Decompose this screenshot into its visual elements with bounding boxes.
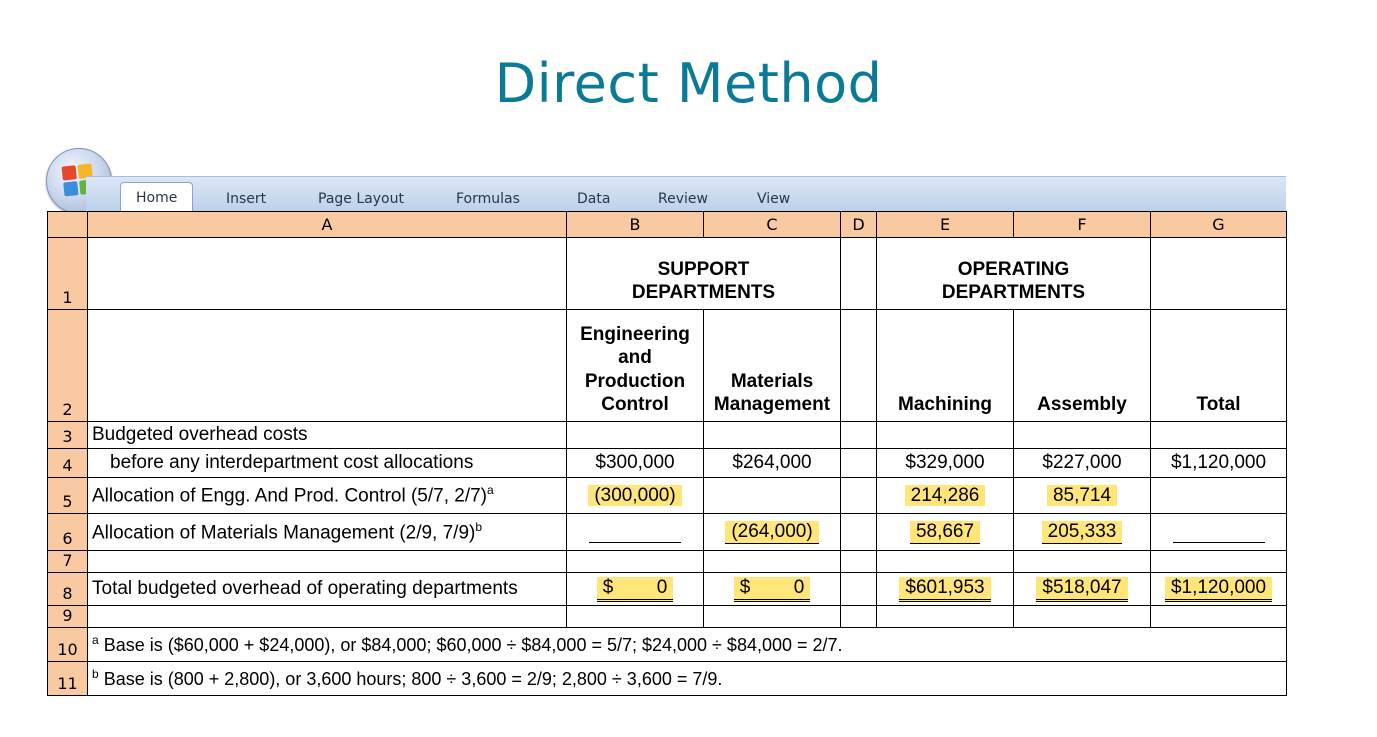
cell-e4[interactable]: $329,000: [877, 449, 1014, 478]
table-row: [48, 573, 1287, 606]
cell-c6[interactable]: [704, 514, 841, 551]
cell-a8[interactable]: Total budgeted overhead of operating departments: [88, 573, 567, 606]
cell-d8[interactable]: [841, 573, 877, 606]
highlighted-value: (300,000): [588, 485, 681, 506]
cell-a2[interactable]: [88, 310, 567, 422]
tab-page-layout[interactable]: Page Layout: [318, 191, 404, 207]
column-header-row: [48, 212, 1287, 238]
cell-d2[interactable]: [841, 310, 877, 422]
cell-g6[interactable]: [1151, 514, 1287, 551]
cell-a9[interactable]: [88, 606, 567, 628]
tab-formulas[interactable]: Formulas: [456, 191, 520, 207]
table-row: [48, 478, 1287, 514]
cell-c3[interactable]: [704, 422, 841, 449]
header-line: OPERATING: [957, 258, 1070, 280]
cell-f7[interactable]: [1014, 551, 1151, 573]
header-line: and: [618, 347, 652, 369]
cell-e9[interactable]: [877, 606, 1014, 628]
underline-blank: [589, 524, 681, 543]
tab-review[interactable]: Review: [658, 191, 708, 207]
highlighted-value: 205,333: [1042, 521, 1123, 544]
header-line: DEPARTMENTS: [631, 281, 776, 303]
ribbon-tab-bar: [86, 176, 1286, 212]
highlighted-value: 58,667: [910, 521, 980, 544]
column-header-e[interactable]: E: [877, 212, 1014, 238]
cell-f6[interactable]: [1014, 514, 1151, 551]
highlighted-value: 214,286: [905, 485, 986, 506]
row-label: Allocation of Materials Management (2/9, 7/9): [92, 522, 476, 544]
footnote-marker-b: b: [475, 519, 483, 534]
highlighted-value: [734, 577, 811, 602]
cell-d4[interactable]: [841, 449, 877, 478]
header-line: Engineering: [580, 324, 690, 346]
cell-f4[interactable]: $227,000: [1014, 449, 1151, 478]
cell-a1[interactable]: [88, 238, 567, 310]
header-line: Control: [601, 393, 669, 415]
cell-b6[interactable]: [567, 514, 704, 551]
engineering-header[interactable]: [567, 310, 704, 422]
zero-value: 0: [793, 576, 805, 598]
cell-e7[interactable]: [877, 551, 1014, 573]
tab-view[interactable]: View: [757, 191, 791, 207]
row-header-3[interactable]: 3: [48, 422, 88, 449]
cell-b4[interactable]: $300,000: [567, 449, 704, 478]
dollar-sign: $: [739, 576, 751, 598]
cell-a4[interactable]: before any interdepartment cost allocations: [88, 449, 567, 478]
table-row: [48, 662, 1287, 696]
row-header-8[interactable]: 8: [48, 573, 88, 606]
column-header-b[interactable]: B: [567, 212, 704, 238]
row-header-11[interactable]: 11: [48, 662, 88, 696]
cell-g4[interactable]: $1,120,000: [1151, 449, 1287, 478]
cell-d7[interactable]: [841, 551, 877, 573]
cell-g1[interactable]: [1151, 238, 1287, 310]
column-header-a[interactable]: A: [88, 212, 567, 238]
cell-e8[interactable]: [877, 573, 1014, 606]
footnote-a[interactable]: [88, 628, 1287, 662]
column-header-f[interactable]: F: [1014, 212, 1151, 238]
cell-b3[interactable]: [567, 422, 704, 449]
cell-f5[interactable]: [1014, 478, 1151, 514]
header-line: SUPPORT: [657, 258, 750, 280]
cell-a6[interactable]: [88, 514, 567, 551]
column-header-g[interactable]: G: [1151, 212, 1287, 238]
support-departments-header[interactable]: [567, 238, 841, 310]
cell-b8[interactable]: [567, 573, 704, 606]
operating-departments-header[interactable]: [877, 238, 1151, 310]
footnote-b[interactable]: [88, 662, 1287, 696]
cell-g7[interactable]: [1151, 551, 1287, 573]
table-row: [48, 238, 1287, 310]
spreadsheet-grid: [47, 211, 1287, 696]
row-header-10[interactable]: 10: [48, 628, 88, 662]
dollar-sign: $: [602, 576, 614, 598]
highlighted-value: (264,000): [725, 521, 818, 544]
footnote-text: Base is ($60,000 + $24,000), or $84,000; $60,000 ÷ $84,000 = 5/7; $24,000 ÷ $84,000 = 2/7.: [103, 635, 843, 655]
cell-f3[interactable]: [1014, 422, 1151, 449]
cell-c7[interactable]: [704, 551, 841, 573]
table-row: [48, 449, 1287, 478]
row-header-9[interactable]: 9: [48, 606, 88, 628]
cell-a5[interactable]: [88, 478, 567, 514]
table-row: [48, 310, 1287, 422]
row-header-7[interactable]: 7: [48, 551, 88, 573]
cell-d6[interactable]: [841, 514, 877, 551]
row-label: Allocation of Engg. And Prod. Control (5/7, 2/7): [92, 485, 488, 507]
row-header-2[interactable]: 2: [48, 310, 88, 422]
table-row: [48, 551, 1287, 573]
header-line: DEPARTMENTS: [941, 281, 1086, 303]
table-row: [48, 514, 1287, 551]
cell-b5[interactable]: [567, 478, 704, 514]
machining-header[interactable]: Machining: [877, 310, 1014, 422]
cell-e5[interactable]: [877, 478, 1014, 514]
header-line: Management: [713, 393, 831, 415]
select-all-corner[interactable]: [48, 212, 88, 238]
highlighted-value: $518,047: [1036, 577, 1127, 602]
tab-home[interactable]: Home: [120, 182, 193, 213]
table-row: [48, 628, 1287, 662]
row-header-6[interactable]: 6: [48, 514, 88, 551]
cell-d1[interactable]: [841, 238, 877, 310]
cell-c9[interactable]: [704, 606, 841, 628]
cell-b7[interactable]: [567, 551, 704, 573]
cell-e6[interactable]: [877, 514, 1014, 551]
row-header-5[interactable]: 5: [48, 478, 88, 514]
slide-title: Direct Method: [494, 52, 883, 115]
header-line: Materials: [730, 370, 814, 392]
highlighted-value: $1,120,000: [1165, 577, 1272, 602]
cell-d5[interactable]: [841, 478, 877, 514]
highlighted-value: [597, 577, 674, 602]
cell-g9[interactable]: [1151, 606, 1287, 628]
cell-a7[interactable]: [88, 551, 567, 573]
tab-insert[interactable]: Insert: [226, 191, 267, 207]
underline-blank: [1173, 524, 1265, 543]
row-header-1[interactable]: 1: [48, 238, 88, 310]
cell-g3[interactable]: [1151, 422, 1287, 449]
cell-g5[interactable]: [1151, 478, 1287, 514]
highlighted-value: $601,953: [899, 577, 990, 602]
cell-e3[interactable]: [877, 422, 1014, 449]
cell-b9[interactable]: [567, 606, 704, 628]
column-header-d[interactable]: D: [841, 212, 877, 238]
column-header-c[interactable]: C: [704, 212, 841, 238]
materials-header[interactable]: [704, 310, 841, 422]
assembly-header[interactable]: Assembly: [1014, 310, 1151, 422]
footnote-marker-a: a: [487, 483, 494, 498]
highlighted-value: 85,714: [1047, 485, 1117, 506]
cell-d9[interactable]: [841, 606, 877, 628]
cell-c4[interactable]: $264,000: [704, 449, 841, 478]
total-header[interactable]: Total: [1151, 310, 1287, 422]
cell-f8[interactable]: [1014, 573, 1151, 606]
cell-a3[interactable]: Budgeted overhead costs: [88, 422, 567, 449]
table-row: [48, 422, 1287, 449]
footnote-marker: b: [92, 667, 99, 681]
cell-f9[interactable]: [1014, 606, 1151, 628]
cell-d3[interactable]: [841, 422, 877, 449]
footnote-text: Base is (800 + 2,800), or 3,600 hours; 800 ÷ 3,600 = 2/9; 2,800 ÷ 3,600 = 7/9.: [103, 669, 723, 689]
cell-c5[interactable]: [704, 478, 841, 514]
tab-data[interactable]: Data: [577, 191, 611, 207]
zero-value: 0: [656, 576, 668, 598]
footnote-marker: a: [92, 633, 99, 647]
cell-g8[interactable]: [1151, 573, 1287, 606]
header-line: Production: [584, 370, 686, 392]
cell-c8[interactable]: [704, 573, 841, 606]
row-header-4[interactable]: 4: [48, 449, 88, 478]
table-row: [48, 606, 1287, 628]
